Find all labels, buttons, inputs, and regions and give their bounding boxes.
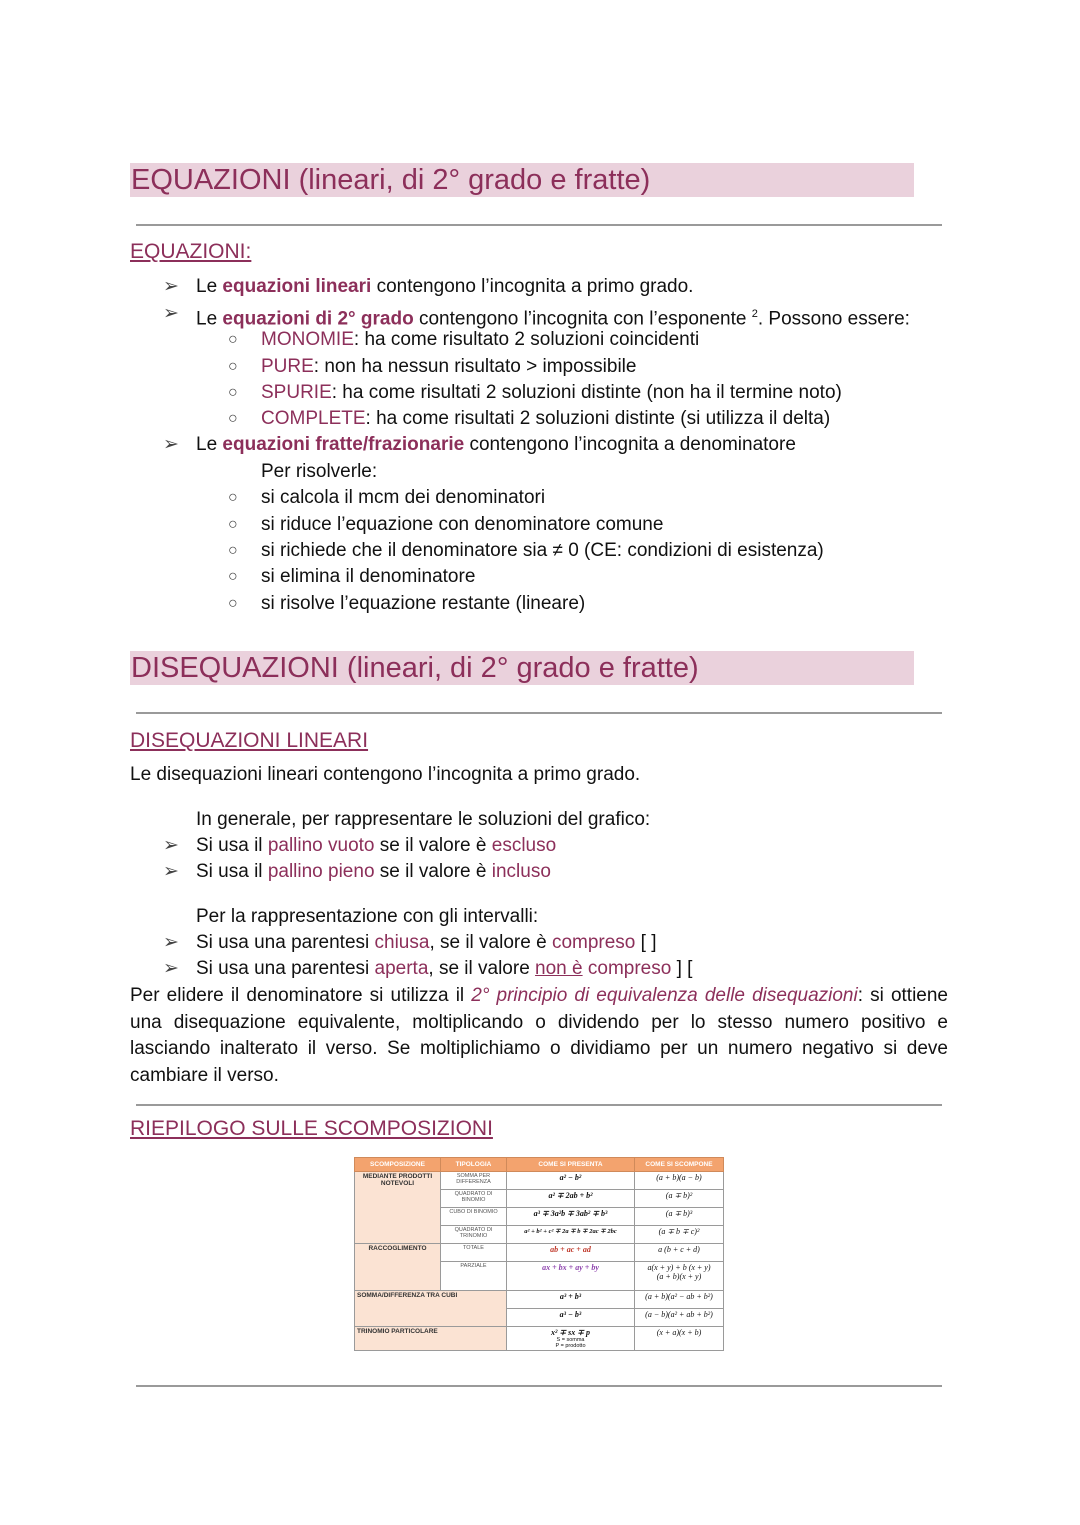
circle-bullet-icon: ○	[228, 358, 238, 375]
type-cell: QUADRATO DI TRINOMIO	[441, 1226, 507, 1244]
heading-equazioni: EQUAZIONI:	[130, 240, 252, 263]
form-cell: a² + b² + c² ∓ 2a ∓ b ∓ 2ac ∓ 2bc	[507, 1226, 635, 1244]
circle-bullet-icon: ○	[228, 595, 238, 612]
type-cell: SOMMA PER DIFFERENZA	[441, 1172, 507, 1190]
step-item: si calcola il mcm dei denominatori	[261, 487, 546, 508]
result-cell: a (b + c + d)	[635, 1244, 724, 1262]
circle-bullet-icon: ○	[228, 410, 238, 427]
interval-intro: Per la rappresentazione con gli intervalli:	[196, 906, 539, 927]
factorization-table	[354, 1157, 724, 1351]
result-cell: (a ∓ b)³	[635, 1208, 724, 1226]
solve-intro: Per risolverle:	[261, 461, 378, 482]
divider	[136, 712, 942, 714]
form-cell: ab + ac + ad	[507, 1244, 635, 1262]
sub-item: PURE: non ha nessun risultato > impossibile	[261, 356, 637, 377]
circle-bullet-icon: ○	[228, 384, 238, 401]
table-header: SCOMPOSIZIONE	[355, 1158, 441, 1172]
bullet-fractional: Le equazioni fratte/frazionarie contengono l’incognita a denominatore	[196, 434, 796, 455]
table-header: COME SI SCOMPONE	[635, 1158, 724, 1172]
intro-text: Le disequazioni lineari contengono l’incognita a primo grado.	[130, 764, 641, 785]
table-row	[355, 1327, 724, 1351]
result-cell: (a + b)(a − b)	[635, 1172, 724, 1190]
heading-riepilogo: RIEPILOGO SULLE SCOMPOSIZIONI	[130, 1117, 493, 1140]
circle-bullet-icon: ○	[228, 331, 238, 348]
table-row	[355, 1244, 724, 1262]
divider	[136, 1104, 942, 1106]
result-cell: (a + b)(a² − ab + b²)	[635, 1291, 724, 1309]
form-cell: a³ ∓ 3a²b ∓ 3ab² ∓ b³	[507, 1208, 635, 1226]
arrow-bullet-icon: ➢	[163, 303, 179, 324]
arrow-bullet-icon: ➢	[163, 958, 179, 979]
form-cell: x² ∓ sx ∓ p S = somma P = prodotto	[507, 1327, 635, 1351]
type-cell: CUBO DI BINOMIO	[441, 1208, 507, 1226]
interval-rule-closed: Si usa una parentesi chiusa, se il valore è compreso [ ]	[196, 932, 657, 953]
result-cell: a(x + y) + b (x + y) (a + b)(x + y)	[635, 1262, 724, 1291]
result-cell: (a ∓ b)²	[635, 1190, 724, 1208]
sub-item: COMPLETE: ha come risultati 2 soluzioni distinte (si utilizza il delta)	[261, 408, 831, 429]
circle-bullet-icon: ○	[228, 568, 238, 585]
table-row	[355, 1291, 724, 1309]
bullet-second-degree: Le equazioni di 2° grado contengono l’incognita con l’esponente $^2$. Possono essere:	[196, 308, 910, 330]
section-title-disequazioni: DISEQUAZIONI (lineari, di 2° grado e fratte)	[131, 652, 699, 684]
type-cell: QUADRATO DI BINOMIO	[441, 1190, 507, 1208]
divider	[136, 224, 942, 226]
result-cell: (a ∓ b ∓ c)²	[635, 1226, 724, 1244]
arrow-bullet-icon: ➢	[163, 932, 179, 953]
graph-rule-empty: Si usa il pallino vuoto se il valore è escluso	[196, 835, 557, 856]
arrow-bullet-icon: ➢	[163, 861, 179, 882]
circle-bullet-icon: ○	[228, 489, 238, 506]
type-cell: PARZIALE	[441, 1262, 507, 1291]
table-header: TIPOLOGIA	[441, 1158, 507, 1172]
step-item: si risolve l’equazione restante (lineare)	[261, 593, 586, 614]
graph-rule-full: Si usa il pallino pieno se il valore è incluso	[196, 861, 551, 882]
table-row	[355, 1172, 724, 1190]
result-cell: (x + a)(x + b)	[635, 1327, 724, 1351]
sub-item: SPURIE: ha come risultati 2 soluzioni distinte (non ha il termine noto)	[261, 382, 842, 403]
circle-bullet-icon: ○	[228, 542, 238, 559]
form-cell: a³ + b³	[507, 1291, 635, 1309]
form-cell: ax + bx + ay + by	[507, 1262, 635, 1291]
bullet-linear: Le equazioni lineari contengono l’incognita a primo grado.	[196, 276, 694, 297]
step-item: si riduce l’equazione con denominatore comune	[261, 514, 664, 535]
divider	[136, 1385, 942, 1387]
arrow-bullet-icon: ➢	[163, 434, 179, 455]
form-cell: a³ − b³	[507, 1309, 635, 1327]
category-cell: MEDIANTE PRODOTTI NOTEVOLI	[355, 1172, 441, 1244]
table-header: COME SI PRESENTA	[507, 1158, 635, 1172]
category-cell: TRINOMIO PARTICOLARE	[355, 1327, 507, 1351]
arrow-bullet-icon: ➢	[163, 835, 179, 856]
result-cell: (a − b)(a² + ab + b²)	[635, 1309, 724, 1327]
table-header-row	[355, 1158, 724, 1172]
form-cell: a² − b²	[507, 1172, 635, 1190]
circle-bullet-icon: ○	[228, 516, 238, 533]
sub-item: MONOMIE: ha come risultato 2 soluzioni coincidenti	[261, 329, 700, 350]
arrow-bullet-icon: ➢	[163, 276, 179, 297]
form-cell: a² ∓ 2ab + b²	[507, 1190, 635, 1208]
category-cell: RACCOGLIMENTO	[355, 1244, 441, 1291]
category-cell: SOMMA/DIFFERENZA TRA CUBI	[355, 1291, 507, 1327]
equivalence-paragraph: Per elidere il denominatore si utilizza il 2° principio di equivalenza delle disequazioni: si ottiene una disequazione equivalente, moltiplicando o dividendo per lo stesso numero positivo e lasciando inalterato il verso. Se moltiplichiamo o dividiamo per un numero negativo si deve cambiare il verso.	[130, 985, 949, 1086]
type-cell: TOTALE	[441, 1244, 507, 1262]
heading-disequazioni-lineari: DISEQUAZIONI LINEARI	[130, 729, 369, 752]
section-title-equazioni: EQUAZIONI (lineari, di 2° grado e fratte)	[131, 164, 651, 196]
graph-intro: In generale, per rappresentare le soluzioni del grafico:	[196, 809, 651, 830]
step-item: si richiede che il denominatore sia ≠ 0 (CE: condizioni di esistenza)	[261, 540, 824, 561]
interval-rule-open: Si usa una parentesi aperta, se il valore non è compreso ] [	[196, 958, 693, 979]
step-item: si elimina il denominatore	[261, 566, 476, 587]
